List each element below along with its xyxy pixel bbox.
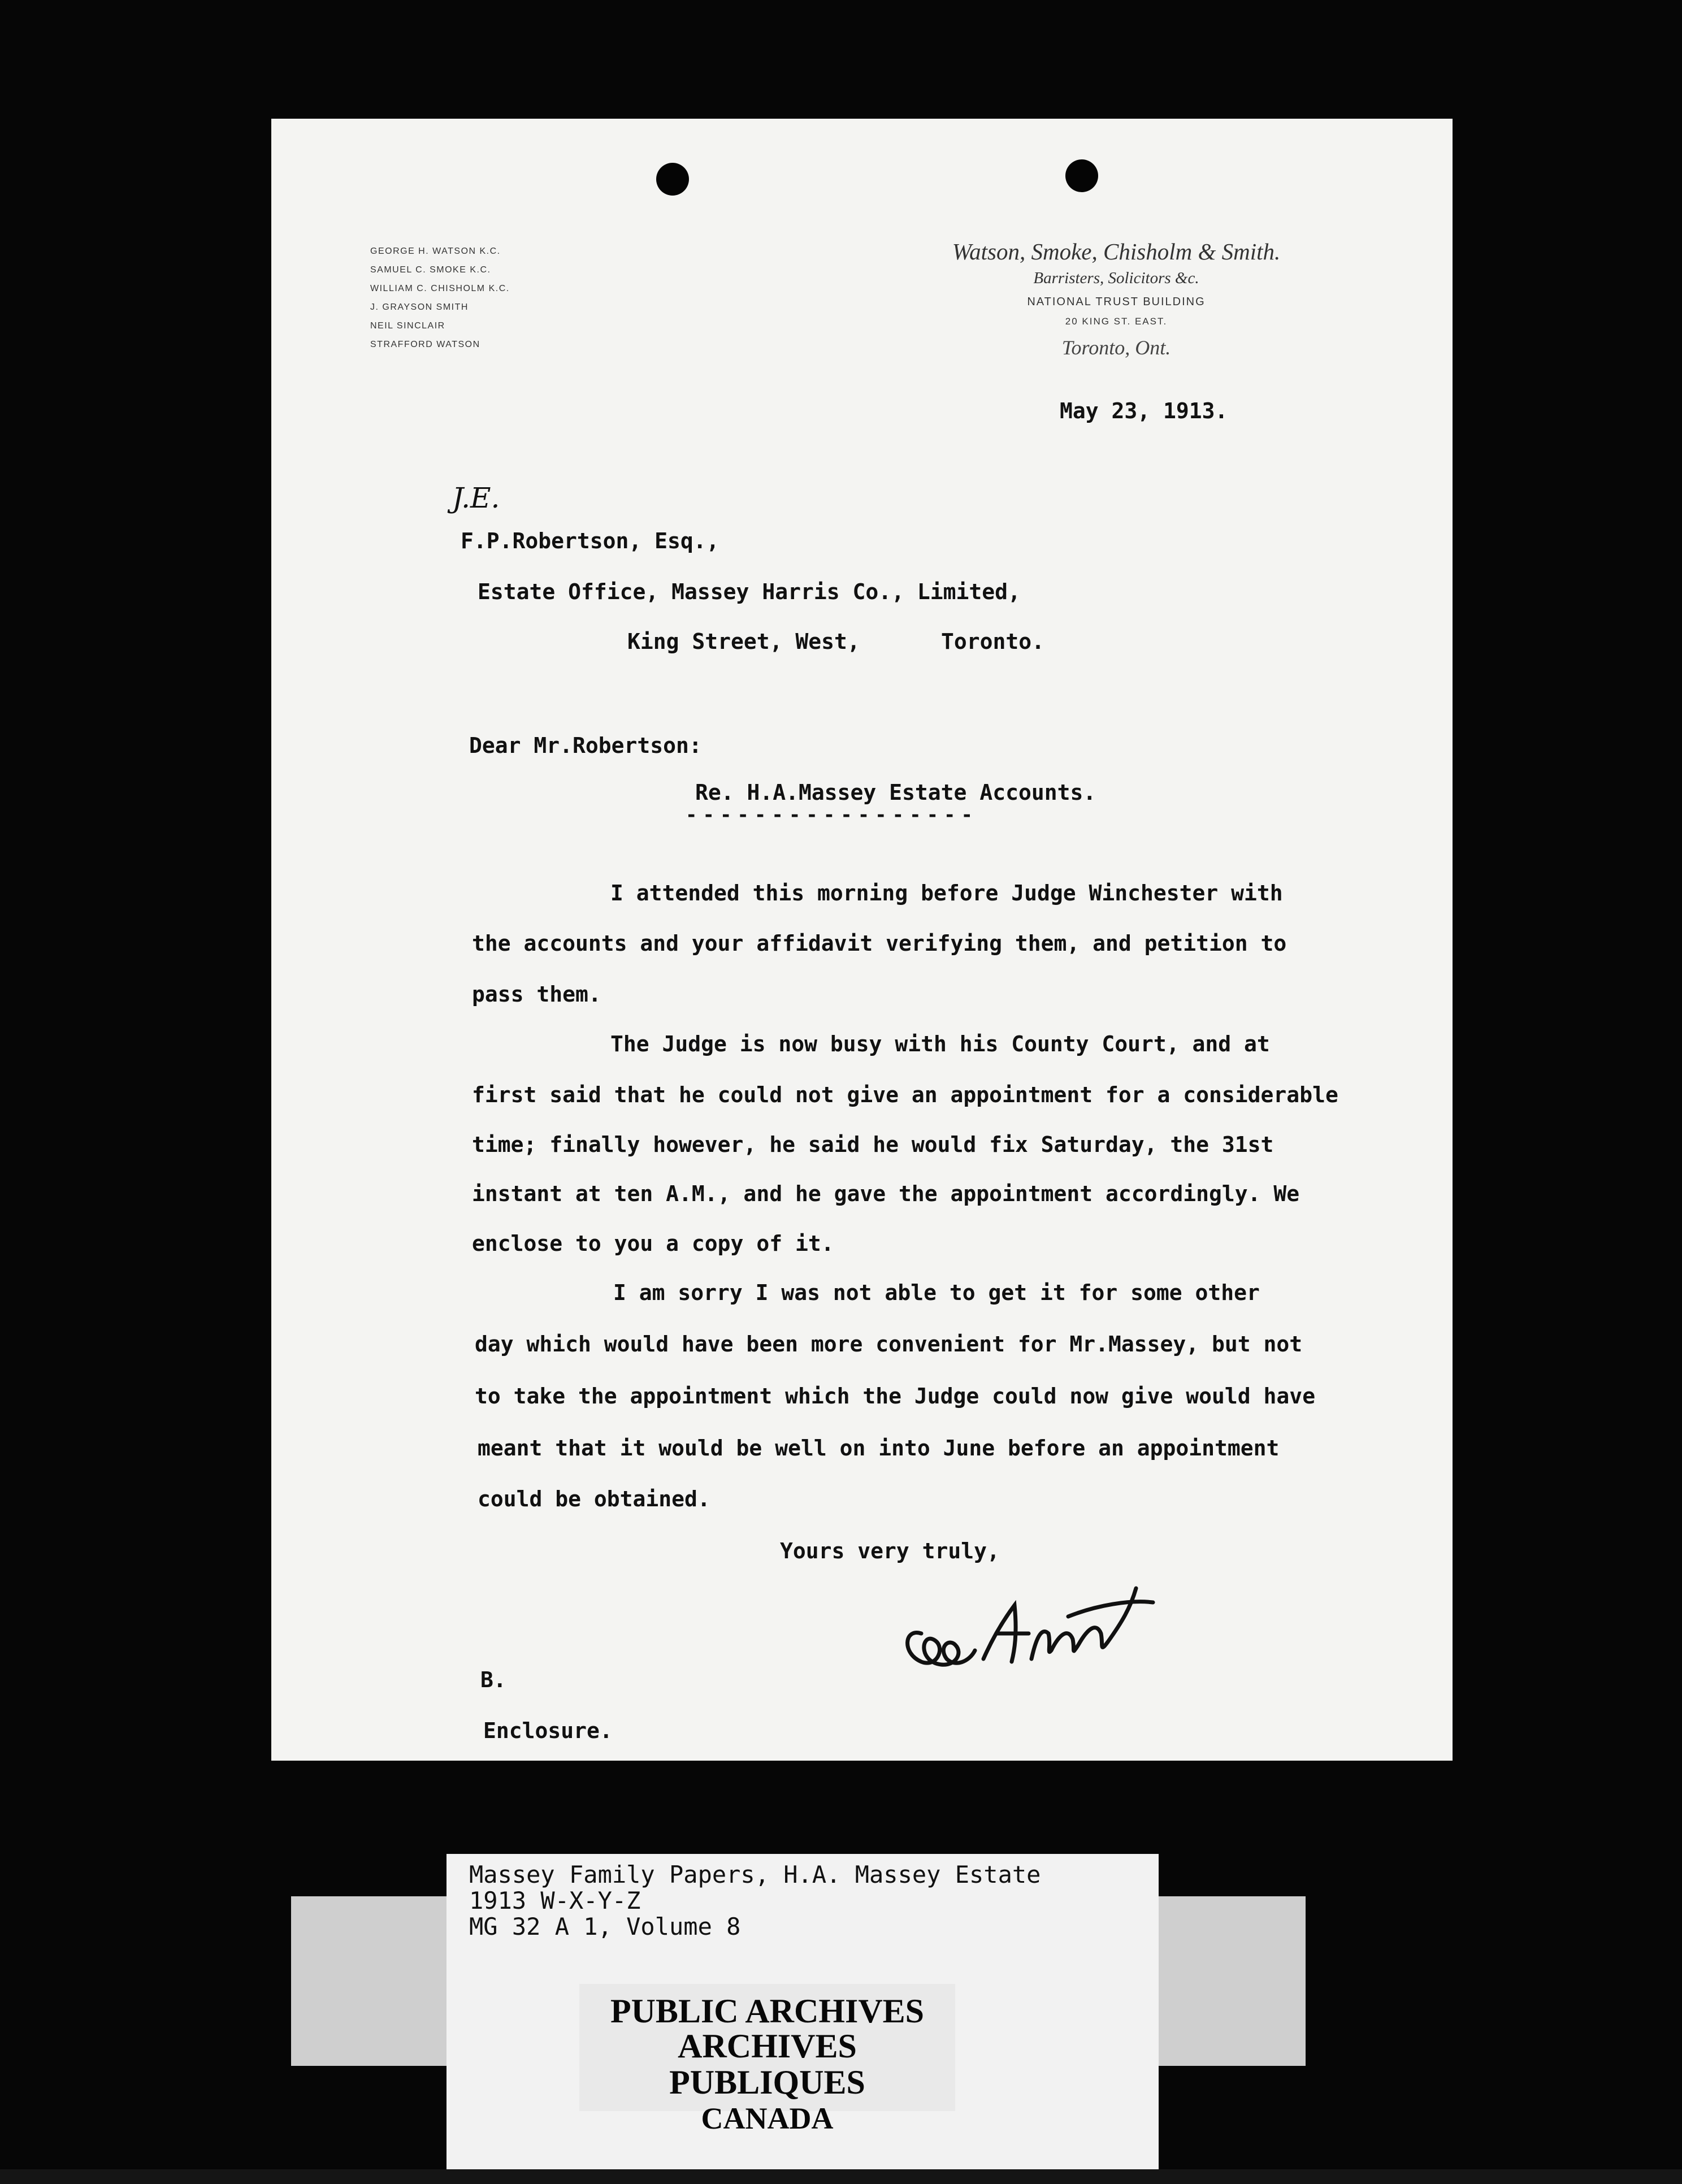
body-line: day which would have been more convenient for Mr.Massey, but not — [475, 1332, 1303, 1357]
stamp-line: ARCHIVES PUBLIQUES — [669, 2027, 865, 2101]
body-line: the accounts and your affidavit verifying them, and petition to — [472, 931, 1287, 956]
tape-right — [1147, 1896, 1306, 2066]
stamp-line: CANADA — [701, 2101, 834, 2135]
salutation: Dear Mr.Robertson: — [469, 733, 702, 758]
archive-card-line: 1913 W-X-Y-Z — [469, 1887, 641, 1914]
partner-name: J. GRAYSON SMITH — [370, 302, 469, 312]
body-line: The Judge is now busy with his County Court, and at — [610, 1032, 1270, 1056]
body-line: I am sorry I was not able to get it for some other — [613, 1280, 1260, 1305]
body-line: to take the appointment which the Judge could now give would have — [475, 1384, 1316, 1409]
punch-hole-right — [1065, 159, 1098, 192]
firm-type: Barristers, Solicitors &c. — [1033, 269, 1199, 287]
body-line: I attended this morning before Judge Winchester with — [610, 881, 1283, 905]
partner-name: SAMUEL C. SMOKE K.C. — [370, 265, 491, 275]
firm-building: NATIONAL TRUST BUILDING — [1027, 296, 1206, 308]
firm-letterhead — [913, 237, 1320, 365]
body-line: meant that it would be well on into June before an appointment — [478, 1436, 1280, 1461]
archive-card-line: Massey Family Papers, H.A. Massey Estate — [469, 1861, 1041, 1888]
partner-name: STRAFFORD WATSON — [370, 340, 480, 349]
body-line: time; finally however, he said he would fix Saturday, the 31st — [472, 1132, 1274, 1157]
archive-card-line: MG 32 A 1, Volume 8 — [469, 1913, 741, 1940]
body-line: instant at ten A.M., and he gave the appointment accordingly. We — [472, 1181, 1300, 1206]
typist-initial: B. — [480, 1667, 506, 1692]
tape-left — [291, 1896, 461, 2066]
firm-street: 20 KING ST. EAST. — [1065, 316, 1168, 327]
letter-date: May 23, 1913. — [1060, 398, 1228, 423]
subject-underline: ----------------- — [686, 804, 978, 826]
handwritten-initials: J.E. — [452, 482, 500, 514]
letter-page — [271, 119, 1453, 1761]
closing: Yours very truly, — [780, 1539, 1000, 1563]
body-line: pass them. — [472, 982, 601, 1007]
subject-line: Re. H.A.Massey Estate Accounts. — [695, 780, 1096, 805]
partner-name: GEORGE H. WATSON K.C. — [370, 246, 501, 256]
archive-stamp — [579, 1984, 955, 2135]
punch-hole-left — [656, 163, 689, 196]
body-line: first said that he could not give an appointment for a considerable — [472, 1082, 1338, 1107]
recipient-street: King Street, West, — [627, 629, 860, 654]
recipient-city: Toronto. — [941, 629, 1045, 654]
enclosure-note: Enclosure. — [483, 1718, 613, 1743]
signature — [899, 1549, 1159, 1679]
film-edge — [0, 2169, 1682, 2184]
stamp-line: PUBLIC ARCHIVES — [610, 1992, 925, 2030]
recipient-name: F.P.Robertson, Esq., — [461, 528, 719, 553]
body-line: could be obtained. — [478, 1487, 710, 1511]
partner-name: NEIL SINCLAIR — [370, 321, 445, 331]
body-line: enclose to you a copy of it. — [472, 1231, 834, 1256]
partners-list — [370, 242, 510, 354]
partner-name: WILLIAM C. CHISHOLM K.C. — [370, 284, 510, 293]
firm-name: Watson, Smoke, Chisholm & Smith. — [952, 239, 1281, 265]
firm-city: Toronto, Ont. — [1061, 336, 1171, 359]
recipient-address-line: Estate Office, Massey Harris Co., Limited, — [478, 579, 1021, 604]
